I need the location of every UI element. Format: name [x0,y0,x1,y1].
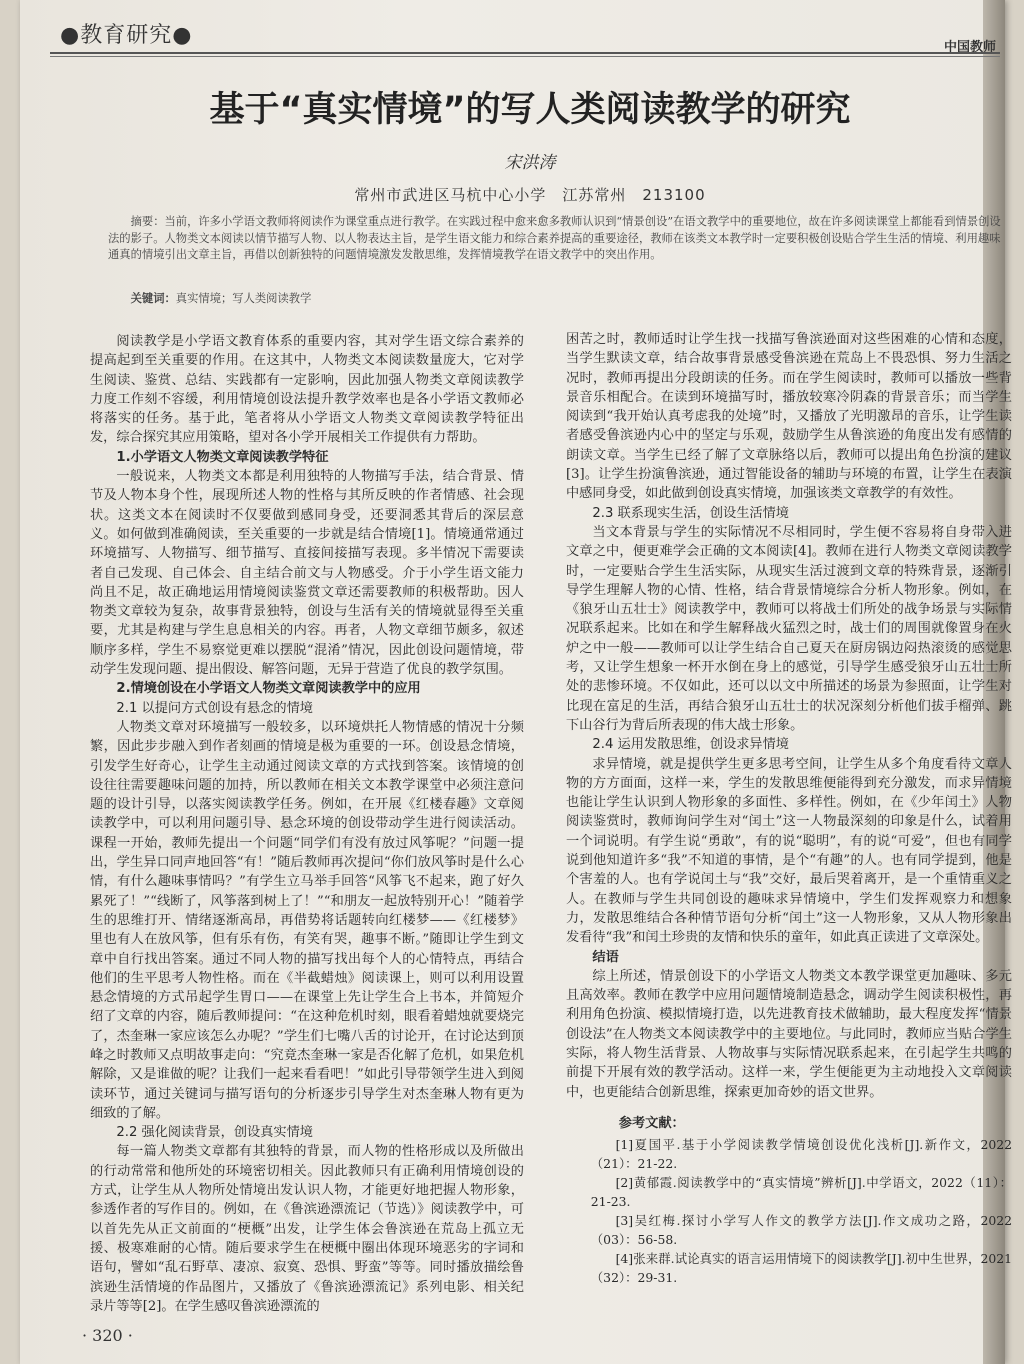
paragraph: 每一篇人物类文章都有其独特的背景，而人物的性格形成以及所做出的行动常常和他所处的环境密切相关。因此教师只有正确利用情境创设的方式，让学生从人物所处情境出发认识人物，才能更好地把握人物形象，参透作者的写作目的。例如，在《鲁滨逊漂流记（节选）》阅读教学中，可以首先先从正文前面的“梗概”出发，让学生体会鲁滨逊在荒岛上孤立无援、极寒难耐的心情。随后要求学生在梗概中圈出体现环境恶劣的字词和语句，譬如“乱石野草、凄凉、寂寞、恐惧、野蛮”等等。同时播放描绘鲁滨逊生活情境的作品图片，又播放了《鲁滨逊漂流记》系列电影、相关纪录片等等[2]。在学生感叹鲁滨逊漂流的 [90,1144,524,1314]
paragraph: 一般说来，人物类文本都是利用独特的人物描写手法，结合背景、情节及人物本身个性，展现所述人物的性格与其所反映的作者情感、社会现状。这类文本在阅读时不仅要做到感同身受，还要洞悉其背后的深层意义。如何做到准确阅读，至关重要的一步就是结合情境[1]。情境通常通过环境描写、人物描写、细节描写、直接间接描写表现。多半情况下需要读者自己发现、自己体会、自主结合前文与人物感受。介于小学生语文能力尚且不足，故正确地运用情境阅读鉴赏文章还需要教师的积极帮助。因人物类文章较为复杂，故事背景独特，创设与生活有关的情境就显得至关重要，尤其是构建与学生息息相关的内容。再者，人物文章细节颇多，叙述顺序多样，学生不易察觉更难以摆脱“混淆”情况，因此创设问题情境，带动学生发现问题、提出假设、解答问题，无异于营造了优良的教学氛围。 [90,469,524,678]
article-author: 宋洪涛 [504,153,556,173]
journal-page [20,0,1012,1364]
conclusion-heading: 结语 [592,949,619,965]
journal-name: 中国教师 [943,40,996,55]
reference-item: [1]夏国平.基于小学阅读教学情境创设优化浅析[J].新作文，2022（21）：21-22. [590,1137,1012,1172]
running-header [50,14,1000,54]
keywords-text: 真实情境；写人类阅读教学 [175,292,312,305]
keywords-label: 关键词： [130,291,176,305]
author-affiliation: 常州市武进区马杭中心小学 江苏常州 213100 [354,186,706,204]
paragraph: 求异情境，就是提供学生更多思考空间，让学生从多个角度看待文章人物的方方面面，这样一来，学生的发散思维便能得到充分激发，而求异情境也能让学生认识到人物形象的多面性、多样性。例如，在《少年闰土》人物阅读鉴赏时，教师询问学生对“闰土”这一人物最深刻的印象是什么，试着用一个词说明。有学生说“勇敢”，有的说“聪明”，有的说“可爱”，但也有同学说到他知道许多“我”不知道的事情，是个“有趣”的人。也有同学提到，他是个害羞的人。也有学说闰土与“我”交好，最后哭着离开，是一个重情重义之人。在教师与学生共同创设的趣味求异情境中，学生们发挥观察力和想象力，发散思维结合各种情节语句分析“闰土”这一人物形象，又从人物形象出发看待“我”和闰土珍贵的友情和快乐的童年，如此真正读进了文章深处。 [566,756,1012,946]
right-column [566,330,1012,1287]
section-heading-2: 2.情境创设在小学语文人物类文章阅读教学中的应用 [116,681,421,697]
header-rule-thin [50,56,1000,57]
subsection-heading-2-3: 2.3 联系现实生活，创设生活情境 [592,505,789,521]
paragraph: 当文本背景与学生的实际情况不尽相同时，学生便不容易将自身带入进文章之中，便更难学会正确的文本阅读[4]。教师在进行人物类文章阅读教学时，一定要贴合学生生活实际，从现实生活过渡到文章的特殊背景，逐渐引导学生理解人物的心情、性格，结合背景情境综合分析人物形象。例如，在《狼牙山五壮士》阅读教学中，教师可以将战士们所处的战争场景与实际情况联系起来。比如在和学生解释战火猛烈之时，战士们的周围就像置身在火炉之中一般——教师可以让学生结合自己夏天在厨房锅边闷热滚烫的感觉思考，又让学生想象一杯开水倒在身上的感觉，引导学生感受狼牙山五壮士所处的悲惨环境。不仅如此，还可以以文中所描述的场景为参照面，让学生对比现在富足的生活，再结合狼牙山五壮士的状况深刻分析他们拔手榴弹、跳下山谷行为背后所表现的伟大战士形象。 [566,524,1012,733]
intro-paragraph: 阅读教学是小学语文教育体系的重要内容，其对学生语文综合素养的提高起到至关重要的作用。在这其中，人物类文本阅读数量庞大，它对学生阅读、鉴赏、总结、实践都有一定影响，因此加强人物类文章阅读教学力度工作刻不容缓，利用情境创设法提升教学效率也是各小学语文教师必将落实的任务。基于此，笔者将从小学语文人物类文章阅读教学特征出发，综合探究其应用策略，望对各小学开展相关工作提供有力帮助。 [90,334,524,446]
section-tag: ●教育研究● [60,23,193,48]
left-column [90,332,524,1316]
reference-item: [4]张来群.试论真实的语言运用情境下的阅读教学[J].初中生世界，2021（32）：29-31. [590,1251,1012,1286]
article-title: 基于“真实情境”的写人类阅读教学的研究 [209,90,851,130]
reference-item: [3]吴红梅.探讨小学写人作文的教学方法[J].作文成功之路，2022（03）：56-58. [590,1213,1012,1248]
keywords [108,290,988,306]
paragraph-continued: 困苦之时，教师适时让学生找一找描写鲁滨逊面对这些困难的心情和态度，当学生默读文章，结合故事背景感受鲁滨逊在荒岛上不畏恐惧、努力生活之况时，教师再提出分段朗读的任务。而在学生阅读时，教师可以播放一些背景音乐相配合。在读到环境描写时，播放较寒冷阴森的背景音乐；而当学生阅读到“我开始认真考虑我的处境”时，又播放了光明激昂的音乐，让学生读者感受鲁滨逊内心中的坚定与乐观，鼓励学生从鲁滨逊的角度出发有感情的朗读文章。当学生已经了解了文章脉络以后，教师可以提出角色扮演的建议[3]。让学生扮演鲁滨逊，通过智能设备的辅助与环境的布置，让学生在表演中感同身受，如此做到创设真实情境，加强该类文章教学的有效性。 [566,332,1012,502]
header-rule [50,52,1000,54]
subsection-heading-2-2: 2.2 强化阅读背景，创设真实情境 [116,1125,313,1141]
conclusion-paragraph: 综上所述，情景创设下的小学语文人物类文本教学课堂更加趣味、多元且高效率。教师在教学中应用问题情境制造悬念，调动学生阅读积极性，再利用角色扮演、模拟情境打造，以先进教育技术做辅助，最大程度发挥“情景创设法”在人物类文本阅读教学中的主要地位。与此同时，教师应当贴合学生实际，将人物生活背景、人物故事与实际情况联系起来，在引起学生共鸣的前提下开展有效的教学活动。这样一来，学生便能更为主动地投入文章阅读中，也更能结合创新思维，探索更加奇妙的语文世界。 [566,968,1012,1100]
page-number: · 320 · [82,1326,133,1345]
references-title: 参考文献： [618,1115,685,1131]
abstract: 摘要：当前，许多小学语文教师将阅读作为课堂重点进行教学。在实践过程中愈来愈多教师认识到“情景创设”在语文教学中的重要地位，故在许多阅读课堂上都能看到情景创设法的影子。人物类文本阅读以情节描写人物、以人物表达主旨，是学生语文能力和综合素养提高的重要途径，教师在该类文本教学时一定要积极创设贴合学生生活的情境、利用趣味通真的情境引出文章主旨，再借以创新独特的问题情境激发发散思维，发挥情境教学在语文教学中的突出作用。 [108,215,1001,261]
paragraph: 人物类文章对环境描写一般较多，以环境烘托人物情感的情况十分频繁，因此步步融入到作者刻画的情境是极为重要的一环。创设悬念情境，引发学生好奇心，让学生主动通过阅读文章的方式找到答案。该情境的创设往往需要趣味问题的加持，所以教师在相关文本教学课堂中必须注意问题的设计引导，以落实阅读教学任务。例如，在开展《红楼春趣》文章阅读教学中，可以利用问题引导、悬念环境的创设带动学生进行阅读活动。课程一开始，教师先提出一个问题“同学们有没有放过风筝呢？”问题一提出，学生异口同声地回答“有！”随后教师再次提问“你们放风筝时是什么心情，有什么趣味事情吗？”有学生立马举手回答“风筝飞不起来，跑了好久累死了！”“线断了，风筝落到树上了！”“和朋友一起放特别开心！”随着学生的思维打开、情绪逐渐高昂，再借势将话题转向红楼梦——《红楼梦》里也有人在放风筝，但有乐有伤，有笑有哭，趣事不断。”随即让学生到文章中自行找出答案。通过不同人物的描写找出每个人的心情特点，再结合他们的生平思考人物性格。而在《半截蜡烛》阅读课上，则可以利用设置悬念情境的方式吊起学生胃口——在课堂上先让学生合上书本，并简短介绍了文章的内容，随后教师提问：“在这种危机时刻，眼看着蜡烛就要烧完了，杰奎琳一家应该怎么办呢？”学生们七嘴八舌的讨论开，在讨论达到顶峰之时教师又点明故事走向：“究竟杰奎琳一家是否化解了危机，如果危机解除，又是谁做的呢？让我们一起来看看吧！”如此引导带领学生进入到阅读环节，通过关键词与描写语句的分析逐步引导学生对杰奎琳人物有更为细致的了解。 [90,719,524,1121]
subsection-heading-2-4: 2.4 运用发散思维，创设求异情境 [592,737,789,753]
subsection-heading-2-1: 2.1 以提问方式创设有悬念的情境 [116,700,313,716]
section-heading-1: 1.小学语文人物类文章阅读教学特征 [116,449,329,465]
reference-item: [2]黄郁霞.阅读教学中的“真实情境”辨析[J].中学语文，2022（11）：21-23. [590,1175,1012,1210]
